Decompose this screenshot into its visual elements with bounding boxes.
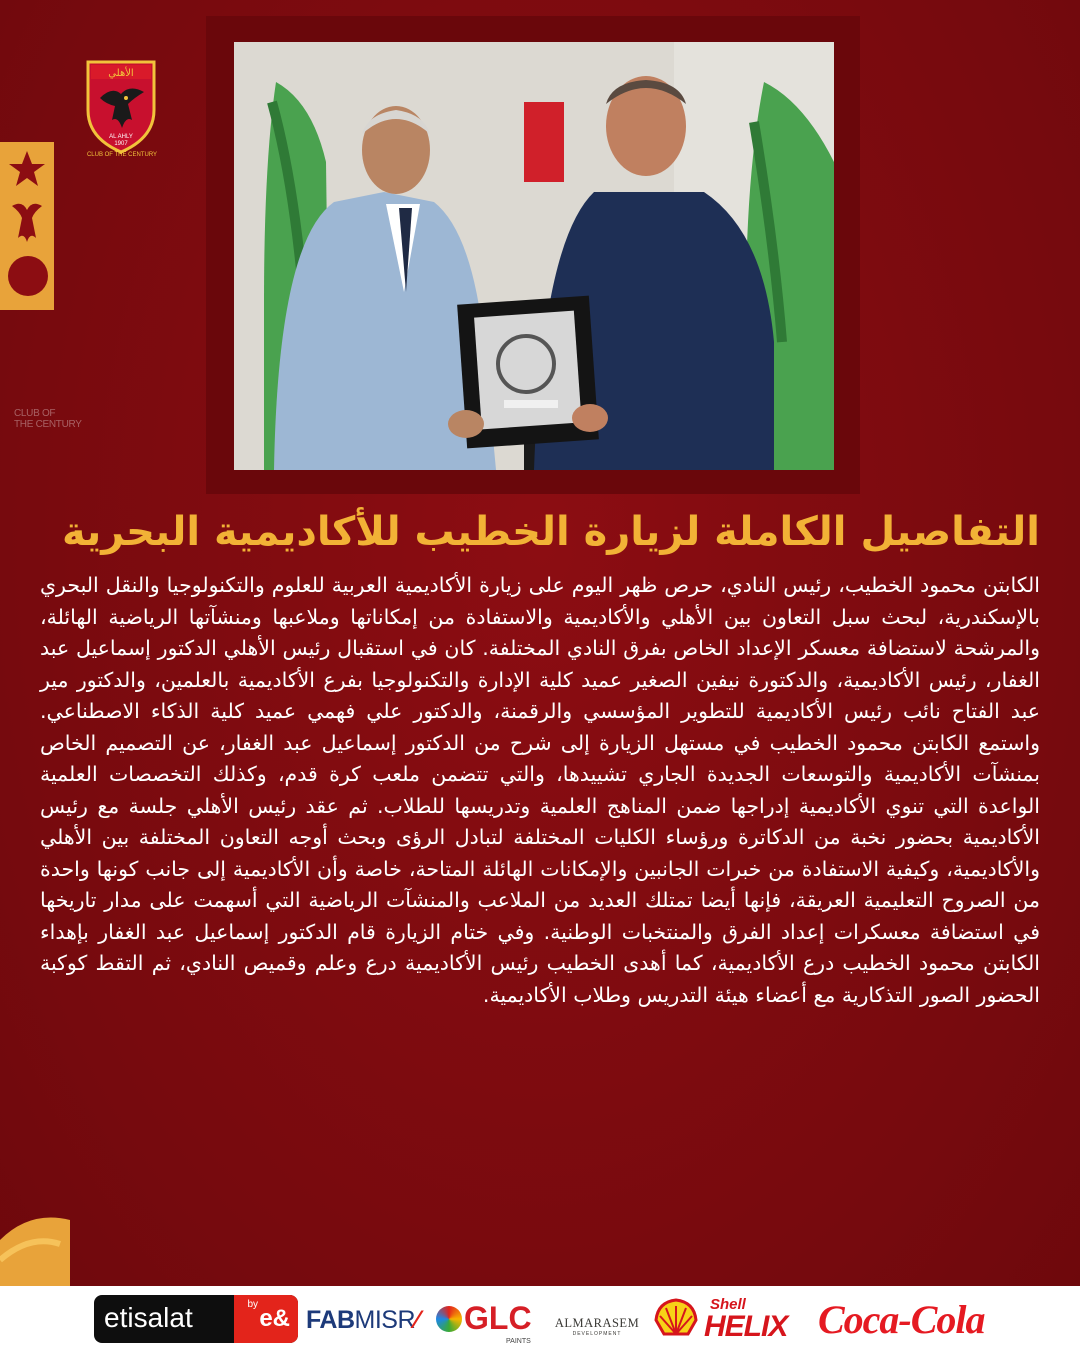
circle-decoration — [8, 256, 48, 296]
svg-text:الأهلي: الأهلي — [108, 68, 134, 79]
coca-cola-logo: Coca-Cola — [818, 1297, 985, 1342]
svg-text:1907: 1907 — [114, 141, 128, 147]
people-photo — [234, 42, 834, 470]
club-of-the-century-text: CLUB OF THE CENTURY — [14, 408, 82, 430]
star-icon — [8, 150, 46, 188]
corner-decoration — [0, 1200, 70, 1290]
etisalat-logo: etisalat by e& — [94, 1295, 298, 1343]
fab-misr-logo: FABMISR⁄ — [306, 1306, 419, 1334]
article-title: التفاصيل الكاملة لزيارة الخطيب للأكاديمية البحرية — [62, 509, 1040, 555]
shell-pecten-icon — [654, 1298, 698, 1338]
eagle-icon — [8, 198, 46, 244]
glc-paints-logo: GLC PAINTS — [436, 1300, 532, 1337]
logo-tagline: CLUB OF THE CENTURY — [86, 152, 158, 158]
sponsor-bar: etisalat by e& FABMISR⁄ GLC PAINTS ALMARASEM DEVELOPMENT Shell HELIX Coca-Cola — [0, 1286, 1080, 1350]
svg-text:AL AHLY: AL AHLY — [109, 134, 133, 140]
article-body: الكابتن محمود الخطيب، رئيس النادي، حرص ظهر اليوم على زيارة الأكاديمية العربية للعلوم والتكنولوجيا والنقل البحري بالإسكندرية، لبحث سبل التعاون بين الأهلي والأكاديمية والاستفادة من إمكاناتها وملاعبها ومنشآتها الرياضية الهائلة، والمرشحة لاستضافة معسكر الإعداد الخاص بفرق النادي المختلفة. كان في استقبال رئيس الأهلي الدكتور إسماعيل عبد الغفار، رئيس الأكاديمية، والدكتورة نيفين الصغير عميد كلية الإدارة والتكنولوجيا بفرع الأكاديمية بالعلمين، والدكتور مير عبد الفتاح نائب رئيس الأكاديمية للتطوير المؤسسي والرقمنة، والدكتور علي فهمي عميد كلية الذكاء الاصطناعي. واستمع الكابتن محمود الخطيب في مستهل الزيارة إلى شرح من الدكتور إسماعيل عبد الغفار، عن التصميم الخاص بمنشآت الأكاديمية والتوسعات الجديدة الجاري تشييدها، والتي تتضمن ملعب كرة قدم، وكذلك التخصصات العلمية الواعدة التي تنوي الأكاديمية إدراجها ضمن المناهج العلمية وتدريسها للطلاب. ثم عقد رئيس الأهلي جلسة مع رئيس الأكاديمية بحضور نخبة من الدكاترة ورؤساء الكليات المختلفة لتبادل الرؤى وبحث أوجه التعاون المختلفة بين الأهلي والأكاديمية، وكيفية الاستفادة من خبرات الجانبين والإمكانات الهائلة المتاحة، خاصة وأن الأكاديمية إلى جانب كونها واحدة من الصروح التعليمية العريقة، فإنها أيضا تمتلك العديد من الملاعب والمنشآت الرياضية التي أسهمت على مدار تاريخها في استضافة معسكرات إعداد الفرق والمنتخبات الوطنية. وفي ختام الزيارة قام الدكتور إسماعيل عبد الغفار بإهداء الكابتن محمود الخطيب درع الأكاديمية، كما أهدى الخطيب رئيس الأكاديمية درع وعلم وقميص النادي، ثم التقط كوكبة الحضور الصور التذكارية مع أعضاء هيئة التدريس وطلاب الأكاديمية. — [40, 573, 1040, 1007]
almarasem-logo: ALMARASEM DEVELOPMENT — [554, 1316, 640, 1337]
al-ahly-logo — [82, 58, 160, 156]
